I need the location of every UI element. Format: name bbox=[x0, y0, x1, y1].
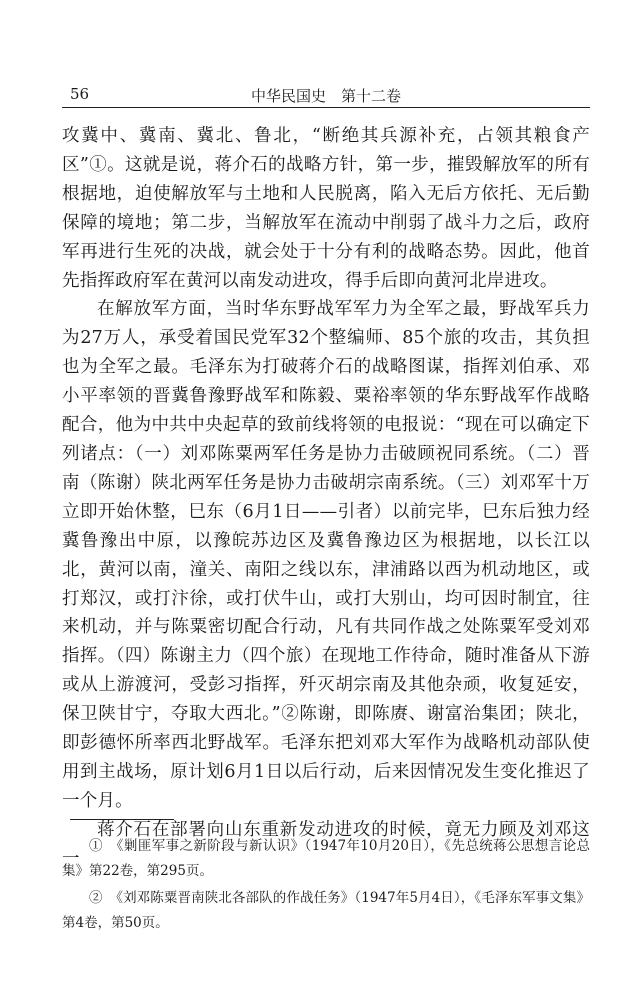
body-paragraph: 在解放军方面，当时华东野战军军力为全军之最，野战军兵力为27万人，承受着国民党军32个整编师、85个旅的攻击，其负担也为全军之最。毛泽东为打破蒋介石的战略图谋，指挥刘伯承、邓小平率领的晋冀鲁豫野战军和陈毅、粟裕率领的华东野战军作战略配合，他为中共中央起草的致前线将领的电报说：“现在可以确定下列诸点：（一）刘邓陈粟两军任务是协力击破顾祝同系统。（二）晋南（陈谢）陕北两军任务是协力击破胡宗南系统。（三）刘邓军十万立即开始休整，巳东（6月1日——引者）以前完毕，巳东后独力经冀鲁豫出中原，以豫皖苏边区及冀鲁豫边区为根据地，以长江以北，黄河以南，潼关、南阳之线以东，津浦路以西为机动地区，或打郑汉，或打汴徐，或打伏牛山，或打大别山，均可因时制宜，往来机动，并与陈粟密切配合行动，凡有共同作战之处陈粟军受刘邓指挥。（四）陈谢主力（四个旅）在现地工作待命，随时准备从下游或从上游渡河，受彭习指挥，歼灭胡宗南及其他杂顽，收复延安，保卫陕甘宁，夺取大西北。”②陈谢，即陈赓、谢富治集团；陕北，即彭德怀所率西北野战军。毛泽东把刘邓大军作为战略机动部队使用到主战场，原计划6月1日以后行动，后来因情况发生变化推迟了一个月。 bbox=[62, 299, 590, 811]
footnotes bbox=[62, 834, 590, 938]
footnote-rule bbox=[70, 819, 174, 820]
footnote: ② 《刘邓陈粟晋南陕北各部队的作战任务》（1947年5月4日），《毛泽东军事文集》第4卷，第50页。 bbox=[62, 890, 590, 931]
body-text bbox=[62, 122, 590, 874]
running-title: 中华民国史 第十二卷 bbox=[250, 87, 401, 105]
page-header bbox=[62, 83, 590, 107]
body-paragraph: 蒋介石在部署向山东重新发动进攻的时候，竟无力顾及刘邓这一 bbox=[62, 819, 590, 869]
page-number: 56 bbox=[70, 85, 90, 103]
body-paragraph: 攻冀中、冀南、冀北、鲁北，“断绝其兵源补充，占领其粮食产区”①。这就是说，蒋介石的战略方针，第一步，摧毁解放军的所有根据地，迫使解放军与土地和人民脱离，陷入无后方依托、无后勤保障的境地；第二步，当解放军在流动中削弱了战斗力之后，政府军再进行生死的决战，就会处于十分有利的战略态势。因此，他首先指挥政府军在黄河以南发动进攻，得手后即向黄河北岸进攻。 bbox=[62, 126, 590, 291]
header-rule bbox=[62, 107, 590, 108]
footnote: ① 《剿匪军事之新阶段与新认识》（1947年10月20日），《先总统蒋公思想言论总集》第22卷，第295页。 bbox=[62, 838, 590, 879]
